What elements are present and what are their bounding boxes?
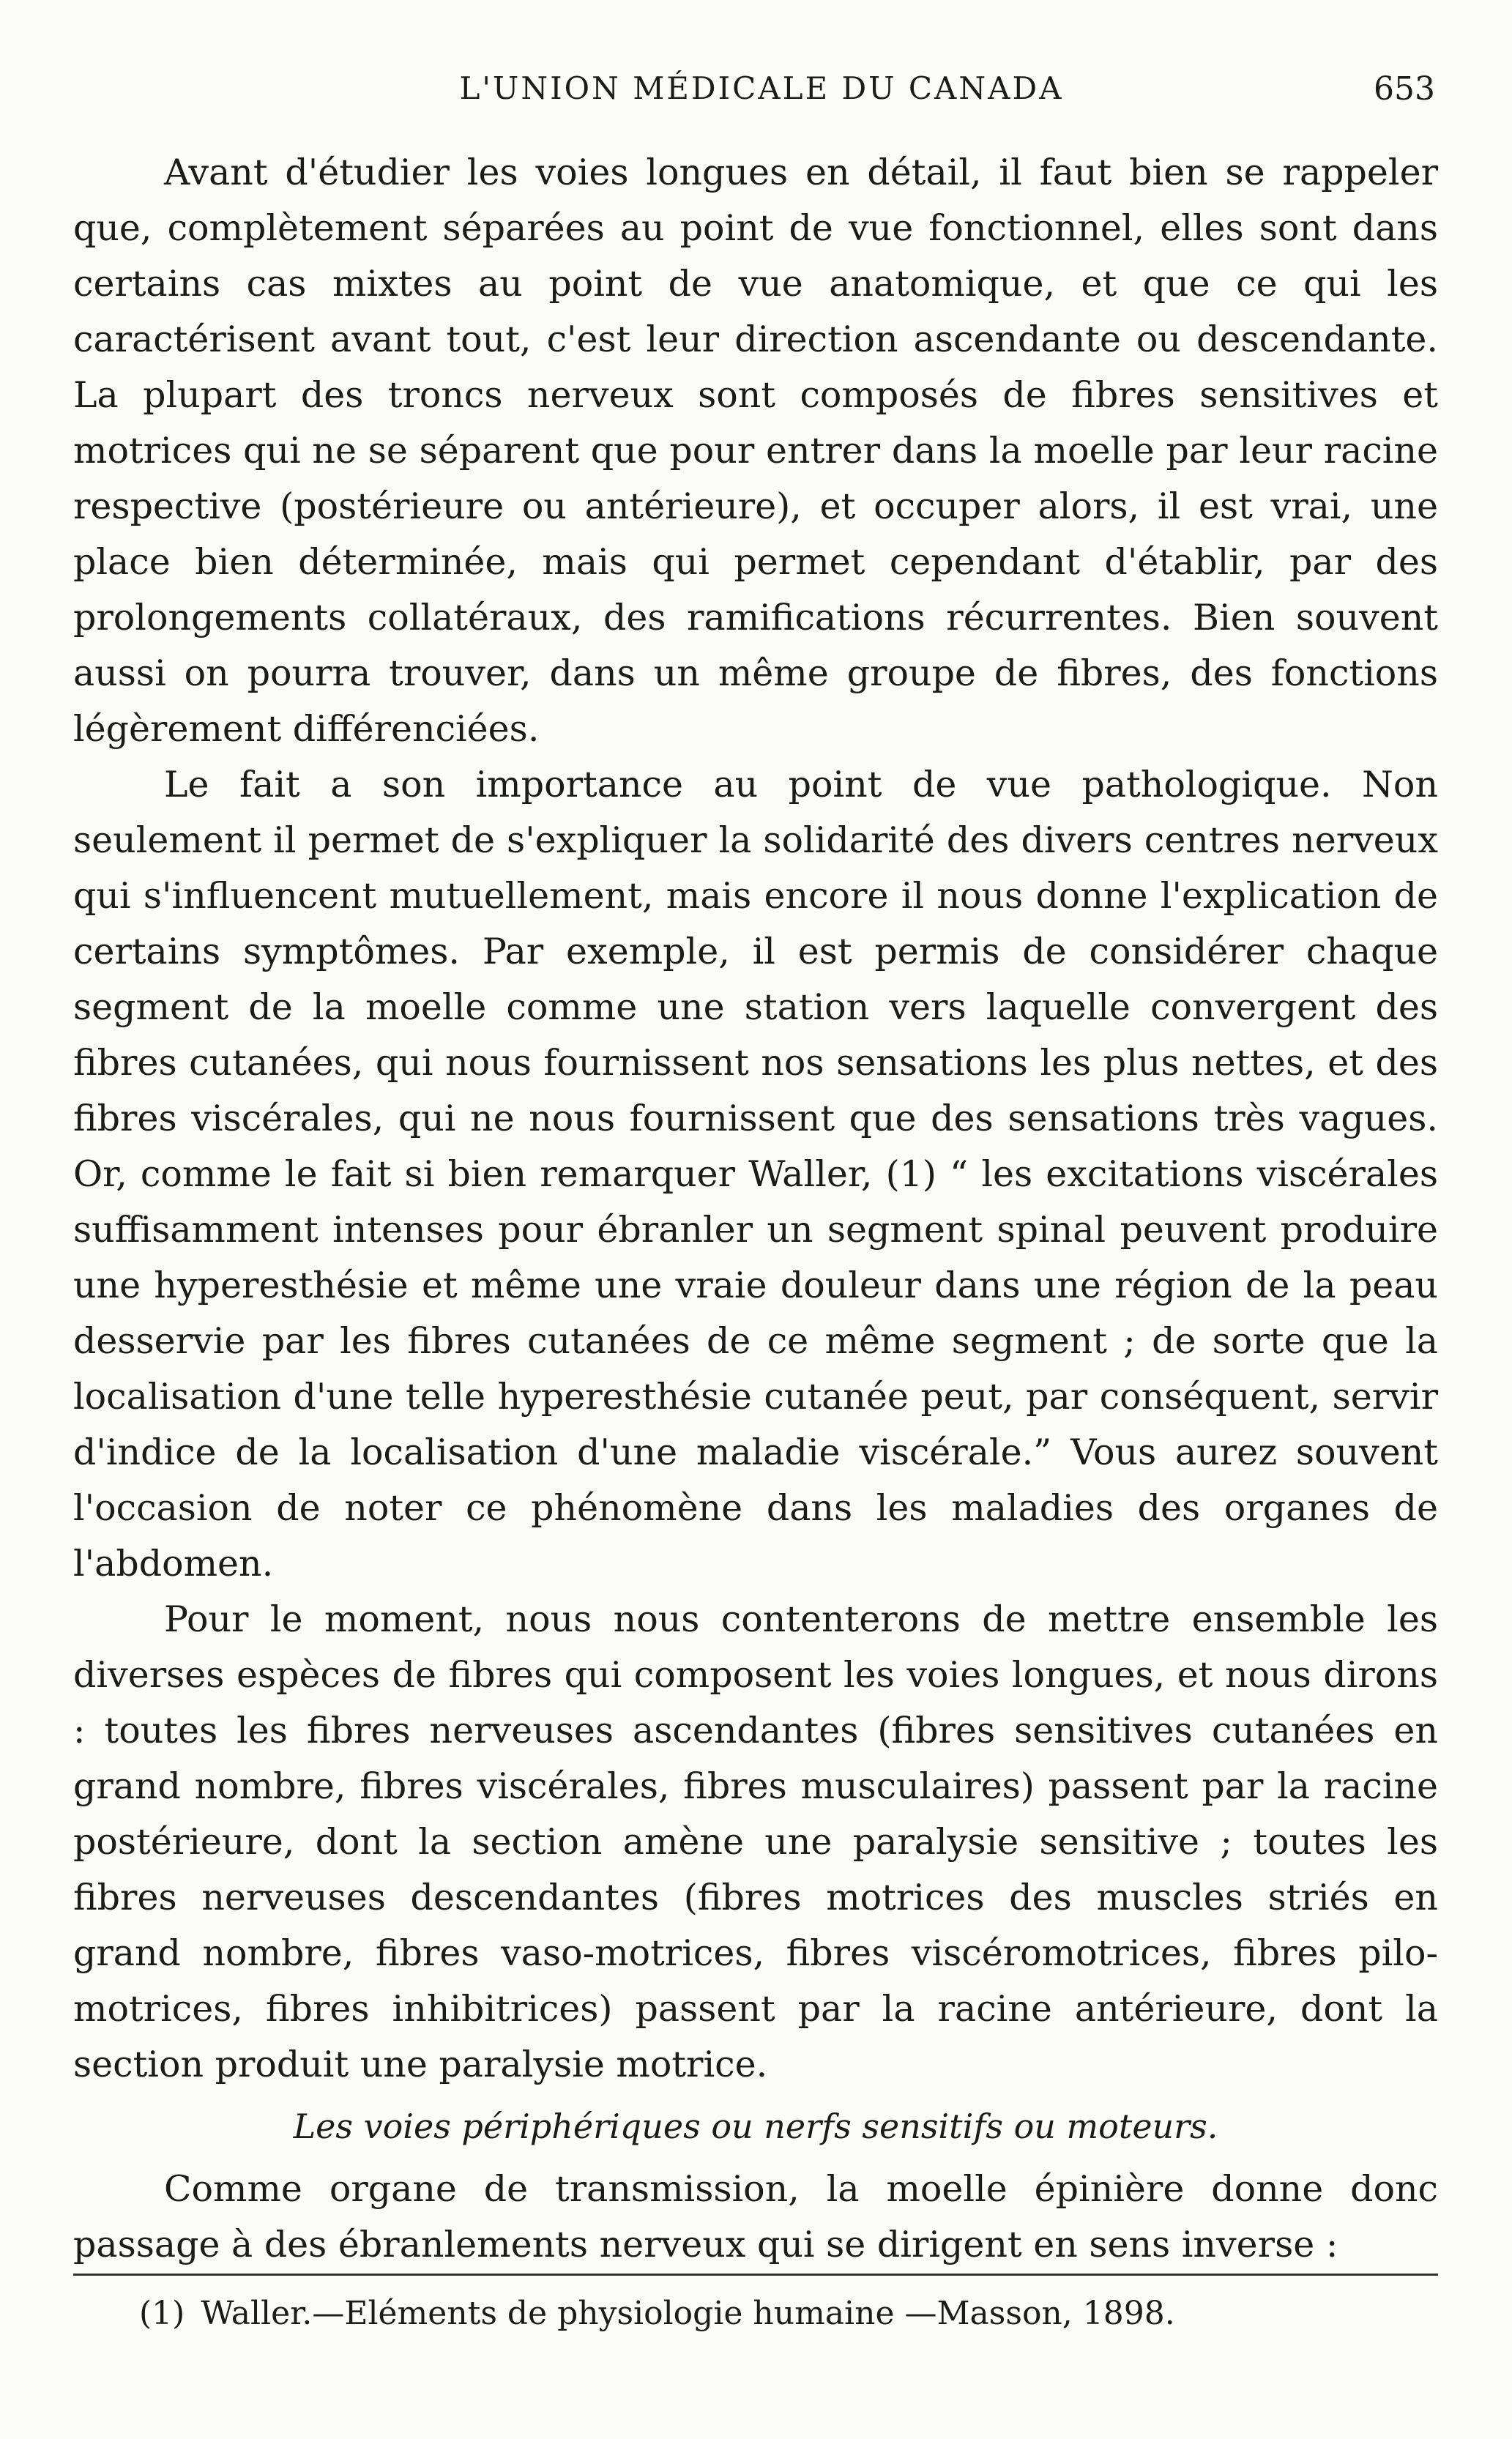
- running-title: L'UNION MÉDICALE DU CANADA: [459, 70, 1064, 106]
- paragraph: Le fait a son importance au point de vue pathologique. Non seulement il permet de s'expliquer la solidarité des divers centres nerveux qui s'influencent mutuellement, mais encore il nous donne l'explication de certains symptômes. Par exemple, il est permis de considérer chaque segment de la moelle comme une station vers laquelle convergent des fibres cutanées, qui nous fournissent nos sensations les plus nettes, et des fibres viscérales, qui ne nous fournissent que des sensations très vagues. Or, comme le fait si bien remarquer Waller, (1) “ les excitations viscérales suffisamment intenses pour ébranler un segment spinal peuvent produire une hyperesthésie et même une vraie douleur dans une région de la peau desservie par les fibres cutanées de ce même segment ; de sorte que la localisation d'une telle hyperesthésie cutanée peut, par conséquent, servir d'indice de la localisation d'une maladie viscérale.” Vous aurez souvent l'occasion de noter ce phénomène dans les maladies des organes de l'abdomen.: [73, 764, 1438, 1585]
- footnote-text: Waller.—Eléments de physiologie humaine —Masson, 1898.: [201, 2295, 1175, 2332]
- footnote-divider: [73, 2274, 1438, 2276]
- running-header: [88, 70, 1435, 122]
- paragraph: Avant d'étudier les voies longues en détail, il faut bien se rappeler que, complètement séparées au point de vue fonctionnel, elles sont dans certains cas mixtes au point de vue anatomique, et que ce qui les caractérisent avant tout, c'est leur direction ascendante ou descendante. La plupart des troncs nerveux sont composés de fibres sensitives et motrices qui ne se séparent que pour entrer dans la moelle par leur racine respective (postérieure ou antérieure), et occuper alors, il est vrai, une place bien déterminée, mais qui permet cependant d'établir, par des prolongements collatéraux, des ramifications récurrentes. Bien souvent aussi on pourra trouver, dans un même groupe de fibres, des fonctions légèrement différenciées.: [73, 152, 1438, 750]
- section-heading: Les voies périphériques ou nerfs sensitifs ou moteurs.: [293, 2107, 1218, 2146]
- footnote: [139, 2292, 1175, 2336]
- paragraph: Comme organe de transmission, la moelle épinière donne donc passage à des ébranlements nerveux qui se dirigent en sens inverse :: [73, 2168, 1438, 2265]
- page-number: 653: [1374, 70, 1435, 108]
- footnote-marker: (1): [139, 2295, 185, 2332]
- paragraph: Pour le moment, nous nous contenterons de mettre ensemble les diverses espèces de fibres qui composent les voies longues, et nous dirons : toutes les fibres nerveuses ascendantes (fibres sensitives cutanées en grand nombre, fibres viscérales, fibres musculaires) passent par la racine postérieure, dont la section amène une paralysie sensitive ; toutes les fibres nerveuses descendantes (fibres motrices des muscles striés en grand nombre, fibres vaso-motrices, fibres viscéromotrices, fibres pilo-motrices, fibres inhibitrices) passent par la racine antérieure, dont la section produit une paralysie motrice.: [73, 1598, 1438, 2085]
- article-body: [73, 145, 1438, 2273]
